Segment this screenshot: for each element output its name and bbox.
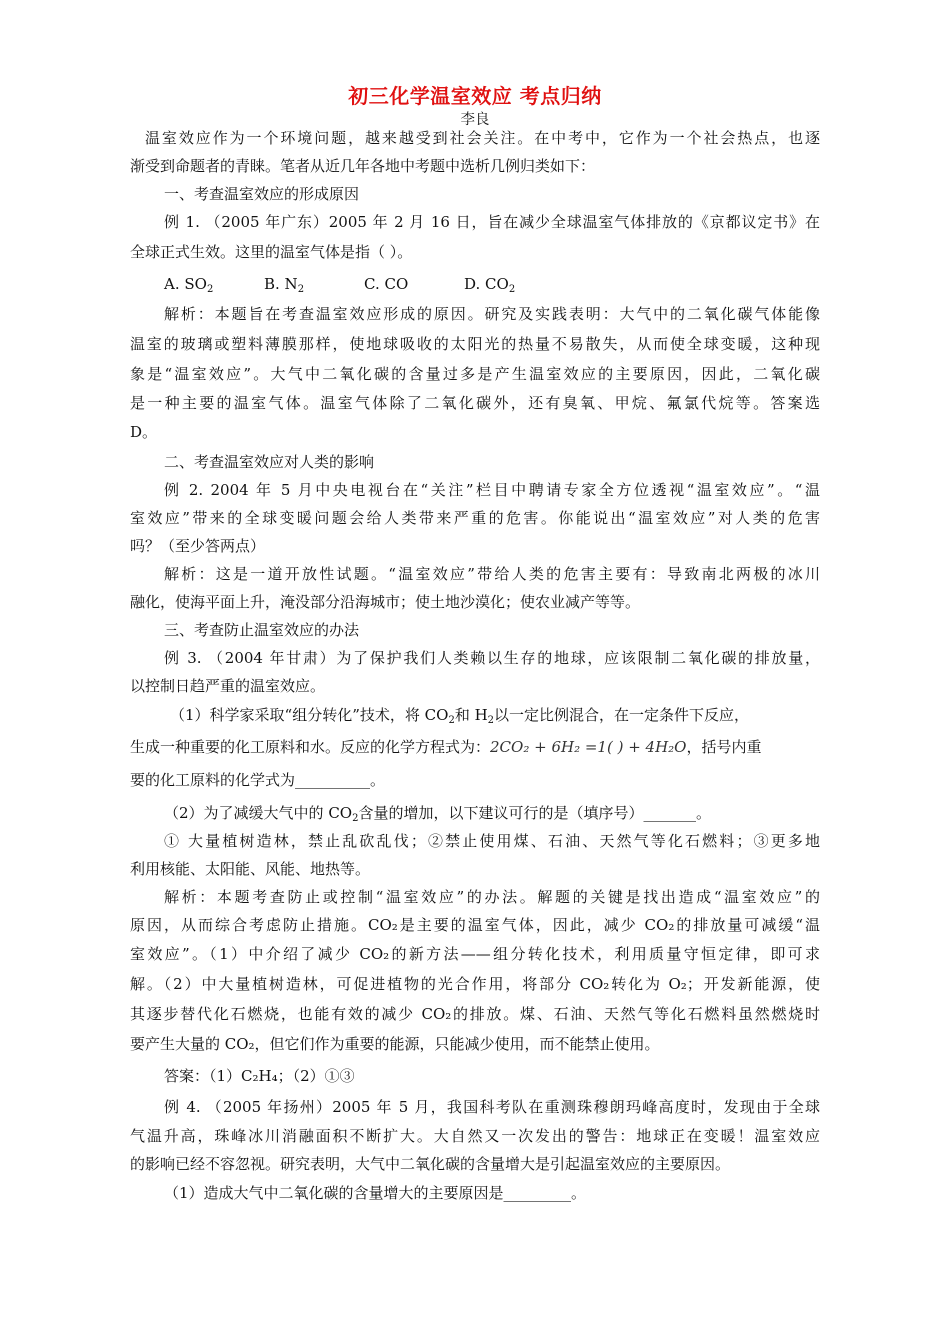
option-d: D. $CO_2$ <box>464 275 516 295</box>
analysis-text: 解析：本题考查防止或控制“温室效应”的办法。解题的关键是找出造成“温室效应”的 <box>164 888 820 906</box>
analysis-text: 温室的玻璃或塑料薄膜那样，使地球吸收的太阳光的热量不易散失，从而使全球变暖，这种现 <box>130 335 820 353</box>
question-1-equation-line: 生成一种重要的化工原料和水。反应的化学方程式为：2CO₂ + 6H₂ =1( ) + 4H₂O，括号内重 <box>130 738 762 756</box>
example-text: 全球正式生效。这里的温室气体是指（ ）。 <box>130 243 413 261</box>
example-text: 例 3. （2004 年甘肃）为了保护我们人类赖以生存的地球，应该限制二氧化碳的排放量， <box>164 649 820 667</box>
section-heading: 二、考查温室效应对人类的影响 <box>164 453 375 471</box>
chemical-equation: 2CO₂ + 6H₂ =1( ) + 4H₂O <box>490 738 687 756</box>
analysis-text: 其逐步替代化石燃烧，也能有效的减少 CO₂的排放。煤、石油、天然气等化石燃料虽然燃烧时 <box>130 1005 820 1023</box>
option-c: C. CO <box>364 275 409 293</box>
question-1-blank: 要的化工原料的化学式为__________。 <box>130 771 386 789</box>
question-1: （1）科学家采取“组分转化”技术，将 $CO_2$和 $H_2$以一定比例混合，在一定条件下反应， <box>170 706 750 726</box>
analysis-text: D。 <box>130 423 158 441</box>
analysis-text: 室效应”。（1）中介绍了减少 CO₂的新方法——组分转化技术，利用质量守恒定律，即可求 <box>130 945 820 963</box>
analysis-text: 是一种主要的温室气体。温室气体除了二氧化碳外，还有臭氧、甲烷、氟氯代烷等。答案选 <box>130 394 820 412</box>
analysis-text: 要产生大量的 CO₂，但它们作为重要的能源，只能减少使用，而不能禁止使用。 <box>130 1035 660 1053</box>
analysis-text: 原因，从而综合考虑防止措施。CO₂是主要的温室气体，因此，减少 CO₂的排放量可减缓“温 <box>130 916 820 934</box>
section-heading: 一、考查温室效应的形成原因 <box>164 185 360 203</box>
example-text: 吗？（至少答两点） <box>130 537 266 555</box>
analysis-text: 象是“温室效应”。大气中二氧化碳的含量过多是产生温室效应的主要原因，因此，二氧化碳 <box>130 365 820 383</box>
analysis-text: 融化，使海平面上升，淹没部分沿海城市；使土地沙漠化；使农业减产等等。 <box>130 593 641 611</box>
example-text: 气温升高，珠峰冰川消融面积不断扩大。大自然又一次发出的警告：地球正在变暖！温室效应 <box>130 1127 820 1145</box>
intro-line: 温室效应作为一个环境问题，越来越受到社会关注。在中考中，它作为一个社会热点，也逐 <box>145 129 820 147</box>
option-a: A. $SO_2$ <box>164 275 214 295</box>
analysis-text: 解析：这是一道开放性试题。“温室效应”带给人类的危害主要有：导致南北两极的冰川 <box>164 565 820 583</box>
question-1: （1）造成大气中二氧化碳的含量增大的主要原因是_________。 <box>164 1184 587 1202</box>
answer-text: 答案：（1）C₂H₄；（2）①③ <box>164 1067 355 1085</box>
example-text: 室效应”带来的全球变暖问题会给人类带来严重的危害。你能说出“温室效应”对人类的危害 <box>130 509 820 527</box>
question-2: （2）为了减缓大气中的 $CO_2$含量的增加，以下建议可行的是（填序号）_______。 <box>164 804 711 824</box>
options-text: ① 大量植树造林，禁止乱砍乱伐；②禁止使用煤、石油、天然气等化石燃料；③更多地 <box>164 832 820 850</box>
author: 李良 <box>460 112 490 128</box>
example-text: 以控制日趋严重的温室效应。 <box>130 677 326 695</box>
intro-line: 渐受到命题者的青睐。笔者从近几年各地中考题中选析几例归类如下： <box>130 157 596 175</box>
example-text: 例 2. 2004 年 5 月中央电视台在“关注”栏目中聘请专家全方位透视“温室效应”。“温 <box>164 481 820 499</box>
options-row <box>164 274 854 294</box>
option-b: B. $N_2$ <box>264 275 305 295</box>
analysis-text: 解。（2）中大量植树造林，可促进植物的光合作用，将部分 CO₂转化为 O₂；开发新能源，使 <box>130 975 820 993</box>
section-heading: 三、考查防止温室效应的办法 <box>164 621 360 639</box>
page-title: 初三化学温室效应 考点归纳 <box>348 84 602 108</box>
example-text: 例 1. （2005 年广东）2005 年 2 月 16 日，旨在减少全球温室气体排放的《京都议定书》在 <box>164 213 820 231</box>
analysis-text: 解析：本题旨在考查温室效应形成的原因。研究及实践表明：大气中的二氧化碳气体能像 <box>164 305 820 323</box>
example-text: 例 4. （2005 年扬州）2005 年 5 月，我国科考队在重测珠穆朗玛峰高度时，发现由于全球 <box>164 1098 820 1116</box>
options-text: 利用核能、太阳能、风能、地热等。 <box>130 860 371 878</box>
example-text: 的影响已经不容忽视。研究表明，大气中二氧化碳的含量增大是引起温室效应的主要原因。 <box>130 1155 731 1173</box>
